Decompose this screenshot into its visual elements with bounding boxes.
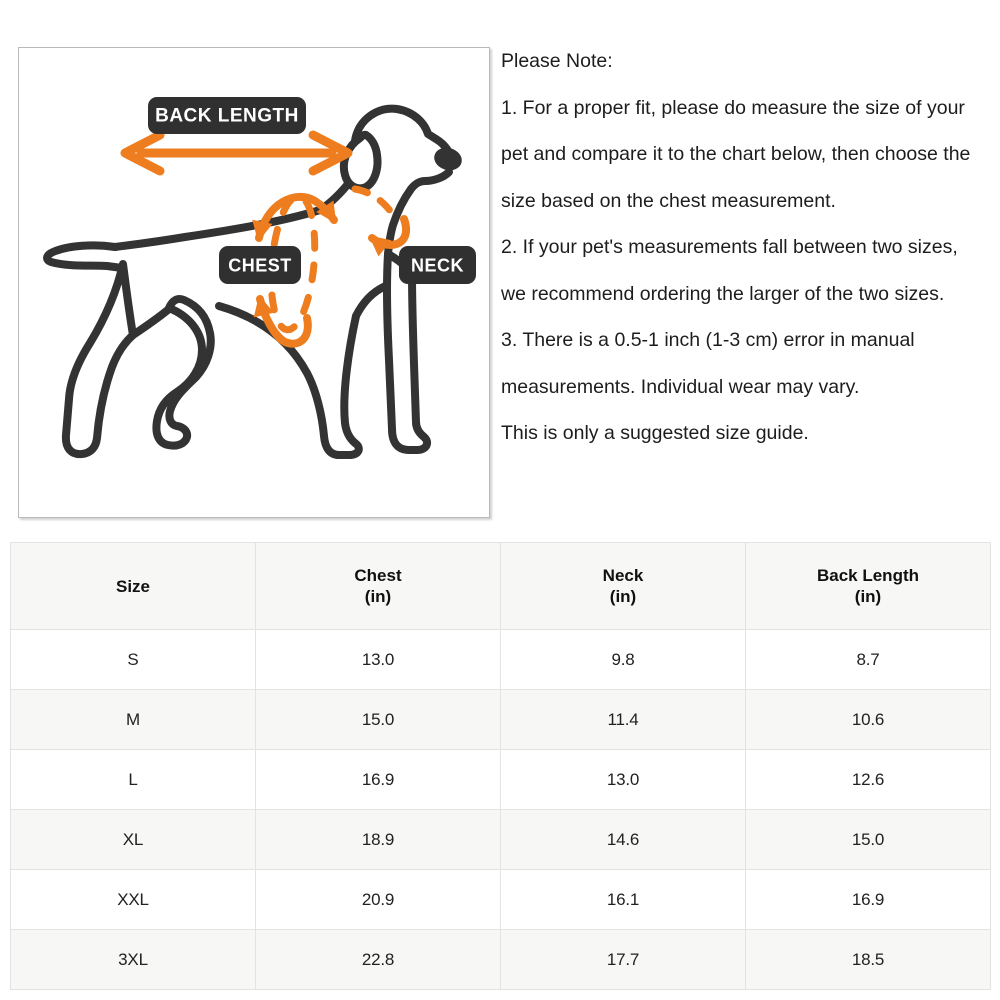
note-line: 2. If your pet's measurements fall between two sizes, [501,236,958,258]
table-row-xxl: XXL 20.9 16.1 16.9 [11,870,991,930]
dog-near-hind-leg [156,299,210,446]
header-row [11,543,991,630]
dog-nose-icon [432,145,465,174]
dog-far-hind-leg [66,264,133,454]
size-chart-table [10,542,991,990]
column-header-back-length: Back Length (in) [746,543,991,630]
back-length-label: BACK LENGTH [155,105,299,127]
note-line: 3. There is a 0.5-1 inch (1-3 cm) error in manual [501,329,915,351]
dog-back-line [115,210,320,247]
note-line: measurements. Individual wear may vary. [501,375,860,398]
note-heading: Please Note: [501,50,613,72]
neck-label: NECK [410,255,465,276]
dog-measurement-diagram [18,47,490,518]
column-header-chest: Chest (in) [256,543,501,630]
chest-label: CHEST [228,255,292,276]
table-row-m: M 15.0 11.4 10.6 [11,690,991,750]
column-header-neck: Neck (in) [501,543,746,630]
column-header-size: Size [11,543,256,630]
note-line: pet and compare it to the chart below, then choose the [501,143,971,165]
dog-diagram-svg [19,48,489,517]
please-note-panel [501,38,999,457]
note-line: we recommend ordering the larger of the two sizes. [501,282,945,305]
table-row-xl: XL 18.9 14.6 15.0 [11,810,991,870]
note-line: size based on the chest measurement. [501,189,836,212]
table-row-l: L 16.9 13.0 12.6 [11,750,991,810]
dog-tail [47,245,122,268]
table-row-3xl: 3XL 22.8 17.7 18.5 [11,930,991,990]
chest-bottom-arc-arrow [260,299,308,344]
neck-girth-dashed-arc [355,189,397,222]
note-line: This is only a suggested size guide. [501,422,809,444]
table-row-s: S 13.0 9.8 8.7 [11,630,991,690]
note-line: 1. For a proper fit, please do measure the size of your [501,96,965,119]
dog-ear [344,135,378,189]
